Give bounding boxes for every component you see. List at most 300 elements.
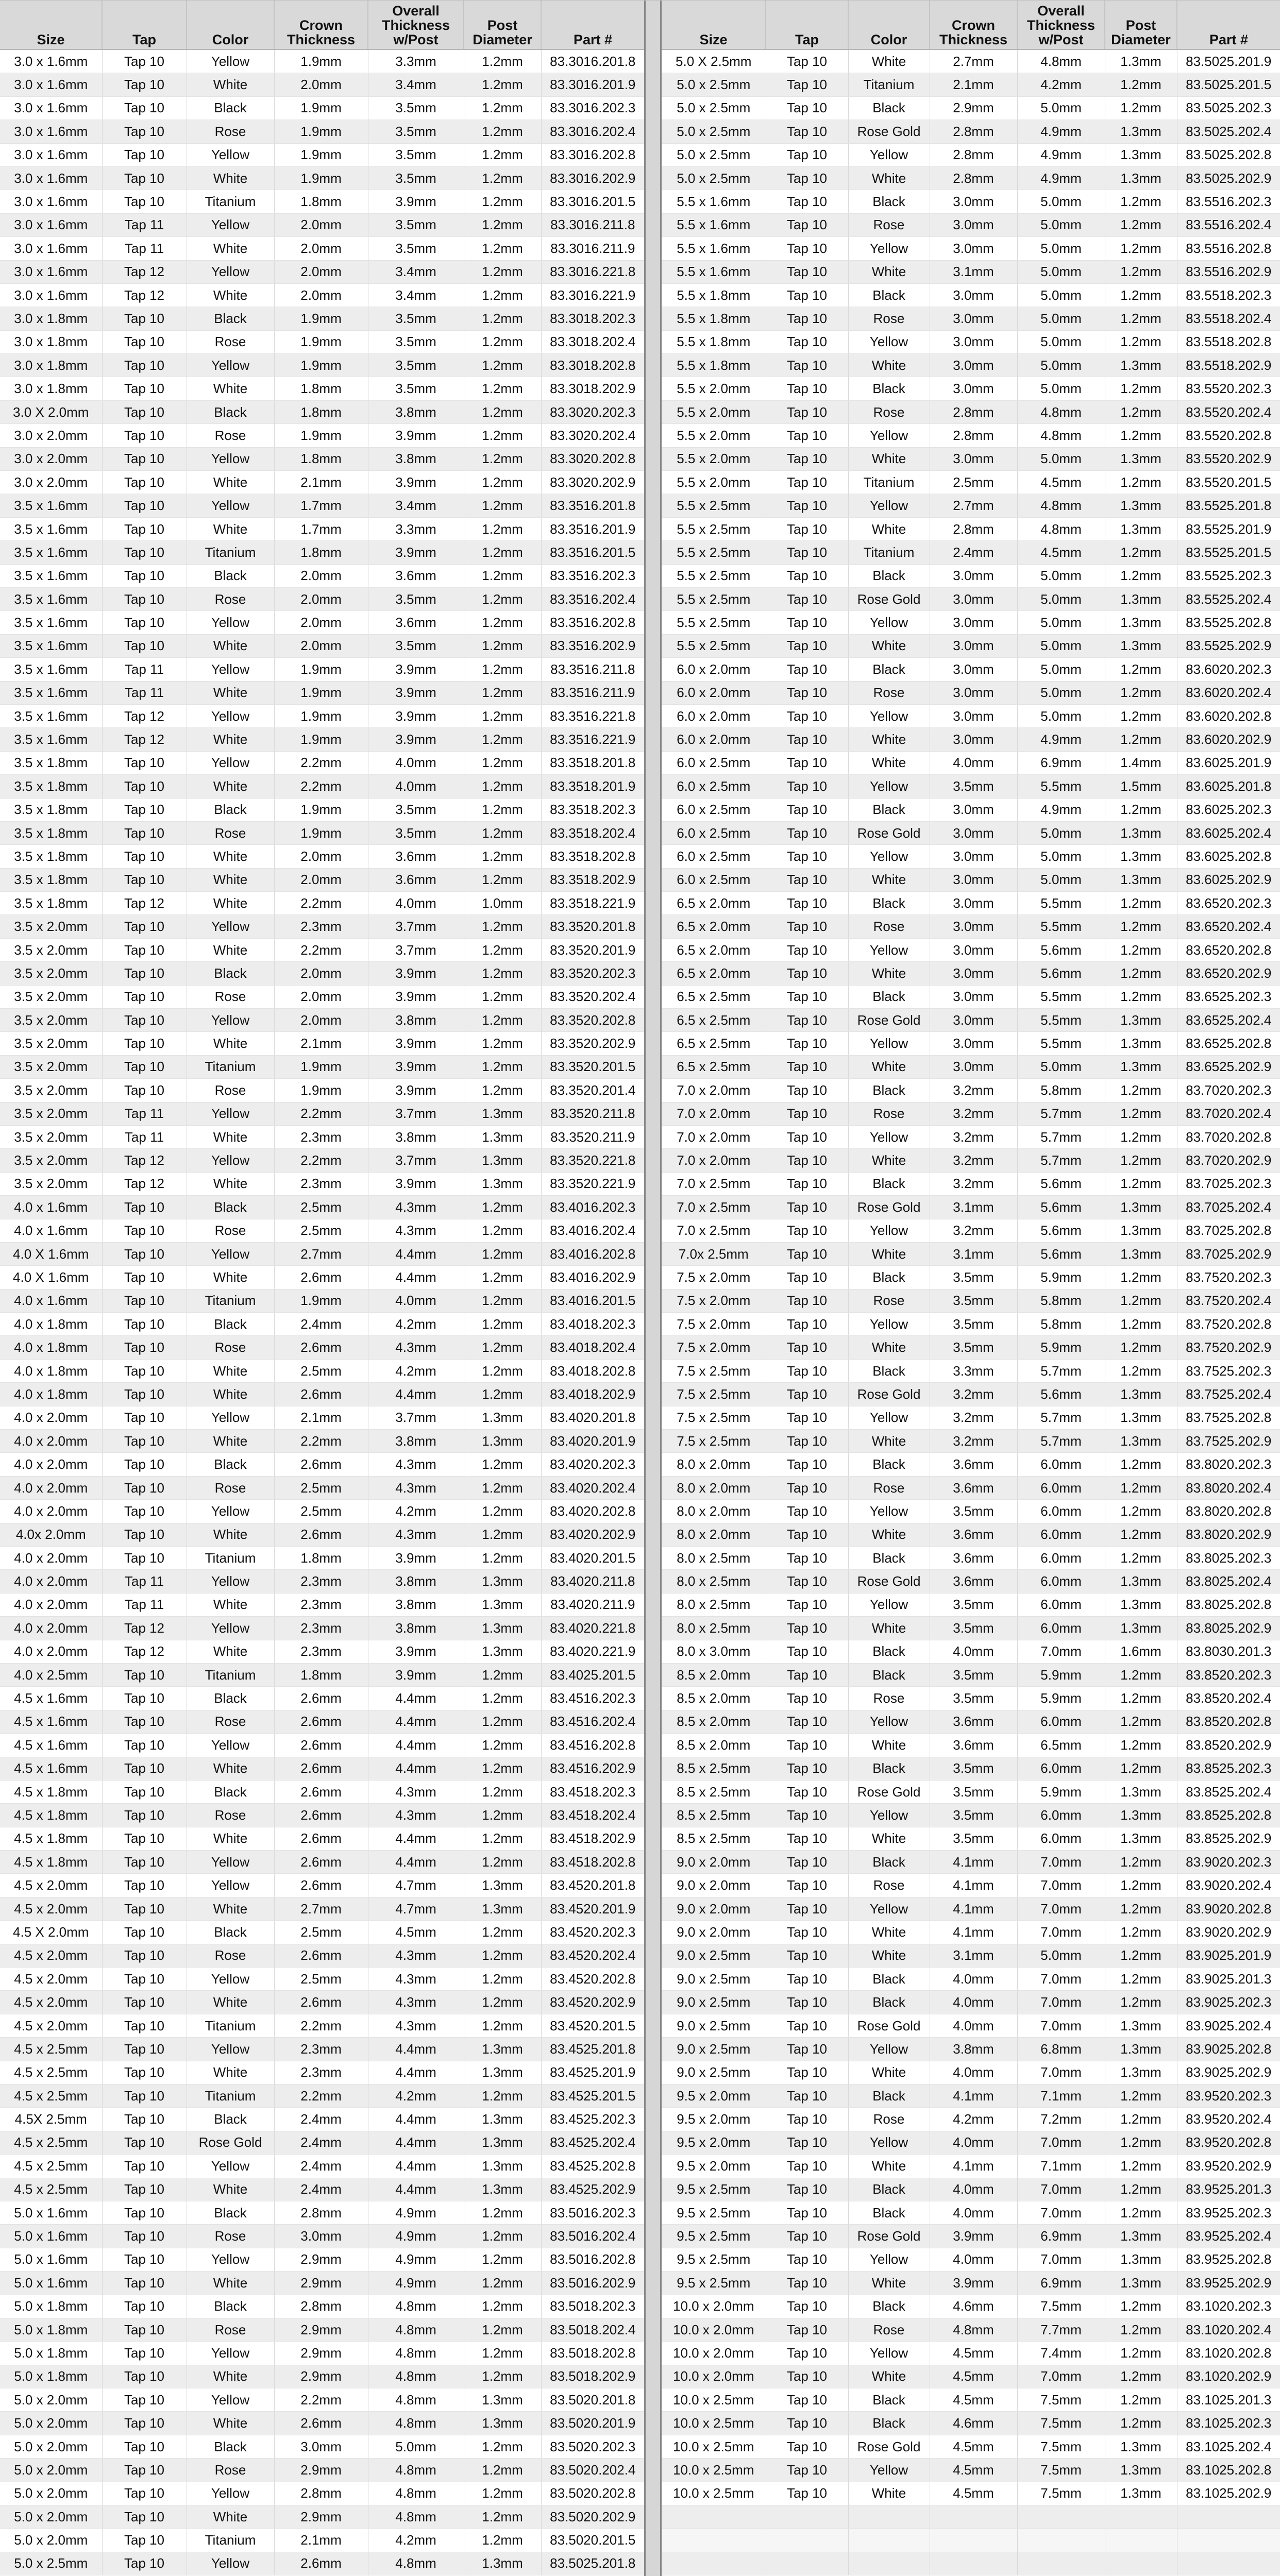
tap-cell: Tap 10 (766, 400, 848, 423)
crown-thickness-cell: 2.5mm (274, 1968, 368, 1991)
crown-thickness-cell: 2.0mm (274, 845, 368, 868)
part-number-cell: 83.7520.202.8 (1177, 1313, 1280, 1336)
size-cell: 3.0 x 1.6mm (0, 283, 102, 307)
part-number-cell: 83.3516.202.8 (541, 611, 644, 634)
tap-cell: Tap 10 (102, 564, 187, 587)
tap-cell: Tap 10 (102, 354, 187, 377)
overall-thickness-cell: 3.9mm (368, 658, 464, 681)
tap-cell: Tap 12 (102, 283, 187, 307)
table-row (0, 728, 644, 751)
post-diameter-cell: 1.2mm (1105, 1991, 1177, 2014)
size-cell: 3.0 x 2.0mm (0, 471, 102, 494)
tap-cell: Tap 10 (766, 892, 848, 915)
table-row (0, 1172, 644, 1195)
tap-cell: Tap 10 (766, 938, 848, 961)
size-cell: 4.5 x 1.8mm (0, 1851, 102, 1874)
overall-thickness-cell: 4.4mm (368, 1757, 464, 1780)
post-diameter-cell: 1.2mm (1105, 471, 1177, 494)
crown-thickness-cell: 2.6mm (274, 1804, 368, 1827)
overall-thickness-cell: 4.4mm (368, 2131, 464, 2154)
post-diameter-cell: 1.2mm (464, 798, 541, 821)
table-row (0, 1640, 644, 1663)
color-cell: Yellow (187, 1617, 274, 1640)
post-diameter-cell: 1.2mm (1105, 1921, 1177, 1944)
overall-thickness-cell: 4.8mm (368, 2482, 464, 2505)
color-cell: White (187, 1827, 274, 1850)
size-cell: 6.5 x 2.0mm (662, 915, 766, 938)
color-cell: Rose (848, 307, 930, 330)
tap-cell: Tap 11 (102, 1102, 187, 1125)
size-cell: 5.0 x 1.8mm (0, 2318, 102, 2341)
crown-thickness-cell: 1.8mm (274, 190, 368, 213)
part-number-cell: 83.6025.202.8 (1177, 845, 1280, 868)
overall-thickness-cell: 3.9mm (368, 1663, 464, 1686)
tap-cell: Tap 10 (102, 2084, 187, 2107)
overall-thickness-cell: 5.6mm (1017, 962, 1105, 985)
size-cell: 4.0 x 2.0mm (0, 1593, 102, 1616)
part-number-cell: 83.4020.202.8 (541, 1500, 644, 1523)
part-number-cell: 83.4020.221.8 (541, 1617, 644, 1640)
crown-thickness-cell: 2.3mm (274, 1172, 368, 1195)
overall-thickness-cell: 3.3mm (368, 49, 464, 73)
post-diameter-cell: 1.2mm (464, 1734, 541, 1757)
color-cell: White (187, 938, 274, 961)
part-number-cell: 83.5020.202.4 (541, 2459, 644, 2482)
part-number-cell: 83.7020.202.3 (1177, 1079, 1280, 1102)
crown-thickness-cell: 3.0mm (930, 237, 1017, 260)
overall-thickness-cell: 7.4mm (1017, 2342, 1105, 2365)
size-cell: 3.0 x 2.0mm (0, 424, 102, 447)
post-diameter-cell: 1.2mm (1105, 1687, 1177, 1710)
color-cell: Rose (187, 1219, 274, 1242)
post-diameter-cell: 1.2mm (464, 1266, 541, 1289)
color-cell: Yellow (848, 330, 930, 353)
table-row (0, 120, 644, 143)
size-cell: 4.5 x 2.5mm (0, 2178, 102, 2201)
overall-thickness-cell: 3.8mm (368, 400, 464, 423)
table-row (0, 1944, 644, 1967)
part-number-cell: 83.3018.202.9 (541, 377, 644, 400)
tap-cell: Tap 11 (102, 658, 187, 681)
post-diameter-cell: 1.2mm (464, 1687, 541, 1710)
empty-cell (1105, 2552, 1177, 2575)
table-row (662, 1336, 1280, 1359)
post-diameter-cell: 1.3mm (464, 2552, 541, 2575)
size-cell: 3.5 x 1.6mm (0, 587, 102, 611)
table-row (0, 1663, 644, 1686)
post-diameter-cell: 1.3mm (1105, 1804, 1177, 1827)
part-number-cell: 83.4020.201.8 (541, 1406, 644, 1429)
color-cell: Yellow (848, 2248, 930, 2271)
tap-cell: Tap 10 (766, 798, 848, 821)
overall-thickness-cell: 5.0mm (1017, 634, 1105, 657)
overall-thickness-cell: 5.5mm (1017, 775, 1105, 798)
part-number-cell: 83.8025.202.8 (1177, 1593, 1280, 1616)
size-cell: 10.0 x 2.0mm (662, 2318, 766, 2341)
overall-thickness-cell: 4.8mm (368, 2295, 464, 2318)
tap-cell: Tap 10 (102, 2178, 187, 2201)
table-row (0, 892, 644, 915)
part-number-cell: 83.9025.201.3 (1177, 1968, 1280, 1991)
tap-cell: Tap 10 (766, 2459, 848, 2482)
post-diameter-cell: 1.2mm (464, 1196, 541, 1219)
size-cell: 7.0 x 2.5mm (662, 1219, 766, 1242)
part-number-cell: 83.4016.202.3 (541, 1196, 644, 1219)
color-cell: Yellow (187, 447, 274, 470)
post-diameter-cell: 1.2mm (1105, 1897, 1177, 1920)
post-diameter-cell: 1.2mm (1105, 424, 1177, 447)
overall-thickness-cell: 6.0mm (1017, 1476, 1105, 1499)
tap-cell: Tap 12 (102, 704, 187, 727)
color-cell: Rose (848, 1289, 930, 1312)
table-row (662, 1453, 1280, 1476)
table-row (662, 751, 1280, 774)
size-cell: 3.5 x 1.6mm (0, 728, 102, 751)
tap-cell: Tap 10 (766, 2482, 848, 2505)
size-cell: 6.0 x 2.5mm (662, 775, 766, 798)
post-diameter-cell: 1.3mm (1105, 845, 1177, 868)
table-row (662, 1009, 1280, 1032)
size-cell: 4.5 x 1.6mm (0, 1687, 102, 1710)
table-row (0, 845, 644, 868)
color-cell: Rose Gold (848, 2225, 930, 2248)
color-cell: White (848, 1523, 930, 1546)
part-number-cell: 83.5025.202.4 (1177, 120, 1280, 143)
color-cell: White (187, 73, 274, 96)
overall-thickness-cell: 7.0mm (1017, 2178, 1105, 2201)
overall-thickness-cell: 5.0mm (368, 2435, 464, 2458)
post-diameter-cell: 1.2mm (464, 2482, 541, 2505)
table-row (0, 2435, 644, 2458)
part-number-cell: 83.3516.221.8 (541, 704, 644, 727)
crown-thickness-cell: 1.9mm (274, 798, 368, 821)
color-cell: Black (187, 1453, 274, 1476)
color-cell: White (848, 634, 930, 657)
size-cell: 9.5 x 2.5mm (662, 2225, 766, 2248)
tap-cell: Tap 10 (102, 938, 187, 961)
part-number-cell: 83.5016.202.3 (541, 2201, 644, 2224)
table-row (662, 821, 1280, 844)
tap-cell: Tap 12 (102, 892, 187, 915)
crown-thickness-cell: 2.6mm (274, 1453, 368, 1476)
part-number-cell: 83.4018.202.3 (541, 1313, 644, 1336)
color-cell: Rose (187, 1944, 274, 1967)
crown-thickness-cell: 2.6mm (274, 1851, 368, 1874)
tap-cell: Tap 10 (766, 1500, 848, 1523)
tap-cell: Tap 10 (102, 2038, 187, 2061)
crown-thickness-cell: 3.6mm (930, 1476, 1017, 1499)
table-row (662, 1710, 1280, 1733)
crown-thickness-cell: 2.0mm (274, 868, 368, 891)
overall-thickness-cell: 3.4mm (368, 260, 464, 283)
overall-thickness-cell: 7.0mm (1017, 1897, 1105, 1920)
overall-thickness-cell: 5.0mm (1017, 354, 1105, 377)
color-cell: Rose Gold (848, 821, 930, 844)
table-row (662, 1266, 1280, 1289)
tap-cell: Tap 12 (102, 1640, 187, 1663)
tap-cell: Tap 12 (102, 260, 187, 283)
tap-cell: Tap 10 (102, 1663, 187, 1686)
tap-cell: Tap 10 (102, 541, 187, 564)
color-cell: Black (848, 2201, 930, 2224)
overall-thickness-cell: 3.8mm (368, 1125, 464, 1148)
size-cell: 6.0 x 2.5mm (662, 821, 766, 844)
right-panel (662, 1, 1280, 2576)
table-row (0, 915, 644, 938)
post-diameter-cell: 1.2mm (1105, 1944, 1177, 1967)
post-diameter-cell: 1.2mm (1105, 1851, 1177, 1874)
table-row (662, 892, 1280, 915)
crown-thickness-cell: 4.6mm (930, 2295, 1017, 2318)
crown-thickness-cell: 1.9mm (274, 120, 368, 143)
size-cell: 4.0 X 1.6mm (0, 1242, 102, 1265)
table-row (662, 611, 1280, 634)
table-row (662, 1219, 1280, 1242)
part-number-cell: 83.9025.202.9 (1177, 2061, 1280, 2084)
overall-thickness-cell: 4.4mm (368, 1710, 464, 1733)
table-row (0, 681, 644, 704)
part-number-cell: 83.6525.202.3 (1177, 985, 1280, 1008)
tap-cell: Tap 10 (766, 1827, 848, 1850)
post-diameter-cell: 1.6mm (1105, 1640, 1177, 1663)
crown-thickness-cell: 1.8mm (274, 400, 368, 423)
size-cell: 5.5 x 2.5mm (662, 517, 766, 540)
post-diameter-cell: 1.2mm (1105, 1968, 1177, 1991)
overall-thickness-cell: 7.0mm (1017, 2365, 1105, 2388)
color-cell: Yellow (848, 1804, 930, 1827)
overall-thickness-cell: 5.0mm (1017, 213, 1105, 236)
tap-cell: Tap 10 (102, 1757, 187, 1780)
crown-thickness-cell: 2.6mm (274, 1383, 368, 1406)
table-row (0, 1570, 644, 1593)
tap-cell: Tap 10 (102, 2459, 187, 2482)
crown-thickness-cell: 2.2mm (274, 2084, 368, 2107)
part-number-cell: 83.3016.202.4 (541, 120, 644, 143)
crown-thickness-cell: 2.5mm (274, 1219, 368, 1242)
crown-thickness-cell: 3.0mm (930, 283, 1017, 307)
table-row (662, 1804, 1280, 1827)
tap-cell: Tap 10 (766, 2318, 848, 2341)
size-cell: 5.0 x 1.6mm (0, 2272, 102, 2295)
post-diameter-cell: 1.3mm (464, 1172, 541, 1195)
color-cell: Black (187, 1687, 274, 1710)
tap-cell: Tap 10 (766, 2201, 848, 2224)
part-number-cell: 83.6525.202.4 (1177, 1009, 1280, 1032)
crown-thickness-cell: 1.9mm (274, 143, 368, 166)
post-diameter-cell: 1.2mm (464, 821, 541, 844)
part-number-cell: 83.8525.202.4 (1177, 1780, 1280, 1803)
part-number-cell: 83.9025.202.8 (1177, 2038, 1280, 2061)
overall-thickness-cell: 4.4mm (368, 2108, 464, 2131)
post-diameter-cell: 1.3mm (464, 2131, 541, 2154)
post-diameter-cell: 1.2mm (1105, 377, 1177, 400)
tap-cell: Tap 10 (766, 330, 848, 353)
post-diameter-cell: 1.2mm (464, 2342, 541, 2365)
size-cell: 4.5 x 1.6mm (0, 1710, 102, 1733)
tap-cell: Tap 10 (102, 798, 187, 821)
tap-cell: Tap 10 (766, 1640, 848, 1663)
crown-thickness-cell: 2.5mm (274, 1921, 368, 1944)
tap-cell: Tap 11 (102, 213, 187, 236)
table-row (0, 1406, 644, 1429)
post-diameter-cell: 1.2mm (1105, 1289, 1177, 1312)
empty-cell (1105, 2529, 1177, 2552)
overall-thickness-cell: 3.9mm (368, 728, 464, 751)
table-row (0, 2412, 644, 2435)
table-row (0, 2084, 644, 2107)
part-number-cell: 83.3020.202.4 (541, 424, 644, 447)
overall-thickness-cell: 5.8mm (1017, 1079, 1105, 1102)
table-row (662, 2248, 1280, 2271)
size-cell: 7.0 x 2.5mm (662, 1196, 766, 1219)
post-diameter-cell: 1.3mm (1105, 1430, 1177, 1453)
size-cell: 8.0 x 2.0mm (662, 1476, 766, 1499)
size-cell: 3.5 x 1.6mm (0, 494, 102, 517)
size-cell: 3.5 x 1.6mm (0, 704, 102, 727)
post-diameter-cell: 1.2mm (1105, 1476, 1177, 1499)
tap-cell: Tap 10 (102, 120, 187, 143)
tap-cell: Tap 10 (766, 166, 848, 190)
color-cell: Yellow (848, 845, 930, 868)
part-number-cell: 83.5020.202.8 (541, 2482, 644, 2505)
tap-cell: Tap 10 (766, 2061, 848, 2084)
post-diameter-cell: 1.2mm (1105, 2131, 1177, 2154)
size-cell: 4.5X 2.5mm (0, 2108, 102, 2131)
overall-thickness-cell: 7.0mm (1017, 1991, 1105, 2014)
color-cell: White (848, 2365, 930, 2388)
part-number-cell: 83.4016.202.4 (541, 1219, 644, 1242)
table-row (0, 471, 644, 494)
part-number-cell: 83.5520.202.8 (1177, 424, 1280, 447)
part-number-cell: 83.3520.221.9 (541, 1172, 644, 1195)
tap-cell: Tap 10 (766, 1032, 848, 1055)
crown-thickness-cell: 4.5mm (930, 2365, 1017, 2388)
post-diameter-cell: 1.3mm (1105, 821, 1177, 844)
overall-thickness-cell: 3.9mm (368, 424, 464, 447)
color-cell: White (187, 1523, 274, 1546)
overall-thickness-cell: 4.8mm (1017, 49, 1105, 73)
size-cell: 5.5 x 1.8mm (662, 307, 766, 330)
table-row (662, 2505, 1280, 2529)
overall-thickness-cell: 5.5mm (1017, 892, 1105, 915)
part-number-cell: 83.3516.211.8 (541, 658, 644, 681)
crown-thickness-cell: 1.7mm (274, 517, 368, 540)
crown-thickness-cell: 3.6mm (930, 1710, 1017, 1733)
empty-cell (766, 2552, 848, 2575)
post-diameter-cell: 1.3mm (1105, 1617, 1177, 1640)
size-cell: 3.0 x 2.0mm (0, 447, 102, 470)
tap-cell: Tap 10 (766, 1547, 848, 1570)
post-diameter-cell: 1.2mm (464, 517, 541, 540)
part-number-cell: 83.3520.202.8 (541, 1009, 644, 1032)
crown-thickness-cell: 1.8mm (274, 1547, 368, 1570)
overall-thickness-cell: 7.5mm (1017, 2435, 1105, 2458)
size-cell: 5.5 x 2.0mm (662, 377, 766, 400)
table-row (0, 424, 644, 447)
overall-thickness-cell: 5.6mm (1017, 938, 1105, 961)
post-diameter-cell: 1.2mm (1105, 260, 1177, 283)
overall-thickness-cell: 4.2mm (368, 1359, 464, 1382)
part-number-cell: 83.1020.202.8 (1177, 2342, 1280, 2365)
column-header-size: Size (662, 1, 766, 49)
color-cell: White (848, 728, 930, 751)
size-cell: 5.0 x 2.5mm (662, 143, 766, 166)
post-diameter-cell: 1.2mm (464, 1032, 541, 1055)
post-diameter-cell: 1.2mm (1105, 892, 1177, 915)
crown-thickness-cell: 3.8mm (930, 2038, 1017, 2061)
size-cell: 3.5 x 2.0mm (0, 1032, 102, 1055)
crown-thickness-cell: 2.8mm (930, 143, 1017, 166)
table-row (662, 354, 1280, 377)
part-number-cell: 83.6520.202.8 (1177, 938, 1280, 961)
overall-thickness-cell: 7.0mm (1017, 1921, 1105, 1944)
table-row (0, 49, 644, 73)
empty-cell (662, 2552, 766, 2575)
size-cell: 5.5 x 1.8mm (662, 354, 766, 377)
overall-thickness-cell: 5.6mm (1017, 1242, 1105, 1265)
tap-cell: Tap 10 (766, 868, 848, 891)
tap-cell: Tap 10 (102, 1991, 187, 2014)
table-row (0, 658, 644, 681)
color-cell: Yellow (848, 1593, 930, 1616)
table-row (0, 2295, 644, 2318)
overall-thickness-cell: 4.3mm (368, 2014, 464, 2037)
color-cell: Rose (187, 2459, 274, 2482)
table-row (662, 1921, 1280, 1944)
table-row (0, 1266, 644, 1289)
tap-cell: Tap 10 (102, 1734, 187, 1757)
tap-cell: Tap 10 (102, 1851, 187, 1874)
post-diameter-cell: 1.2mm (464, 775, 541, 798)
tap-cell: Tap 11 (102, 681, 187, 704)
right-table-body (662, 49, 1280, 2575)
part-number-cell: 83.8525.202.3 (1177, 1757, 1280, 1780)
crown-thickness-cell: 2.3mm (274, 915, 368, 938)
color-cell: Black (848, 985, 930, 1008)
post-diameter-cell: 1.3mm (1105, 868, 1177, 891)
tap-cell: Tap 12 (102, 1149, 187, 1172)
crown-thickness-cell: 2.9mm (274, 2272, 368, 2295)
post-diameter-cell: 1.2mm (1105, 915, 1177, 938)
table-row (662, 798, 1280, 821)
crown-thickness-cell: 1.9mm (274, 166, 368, 190)
part-number-cell: 83.4518.202.4 (541, 1804, 644, 1827)
crown-thickness-cell: 2.2mm (274, 2014, 368, 2037)
color-cell: Rose (187, 985, 274, 1008)
size-cell: 3.5 x 2.0mm (0, 1079, 102, 1102)
overall-thickness-cell: 3.9mm (368, 1547, 464, 1570)
post-diameter-cell: 1.2mm (464, 1523, 541, 1546)
crown-thickness-cell: 1.9mm (274, 658, 368, 681)
post-diameter-cell: 1.3mm (1105, 1827, 1177, 1850)
part-number-cell: 83.8525.202.8 (1177, 1804, 1280, 1827)
size-cell: 9.0 x 2.5mm (662, 1968, 766, 1991)
table-row (662, 962, 1280, 985)
color-cell: Yellow (187, 1406, 274, 1429)
crown-thickness-cell: 4.0mm (930, 2131, 1017, 2154)
tap-cell: Tap 10 (102, 517, 187, 540)
post-diameter-cell: 1.2mm (1105, 1500, 1177, 1523)
color-cell: Black (848, 1359, 930, 1382)
table-row (0, 1687, 644, 1710)
post-diameter-cell: 1.3mm (1105, 494, 1177, 517)
color-cell: Yellow (848, 1219, 930, 1242)
tap-cell: Tap 10 (102, 1196, 187, 1219)
post-diameter-cell: 1.3mm (464, 1897, 541, 1920)
tap-cell: Tap 10 (766, 471, 848, 494)
overall-thickness-cell: 5.0mm (1017, 611, 1105, 634)
crown-thickness-cell: 1.8mm (274, 1663, 368, 1686)
